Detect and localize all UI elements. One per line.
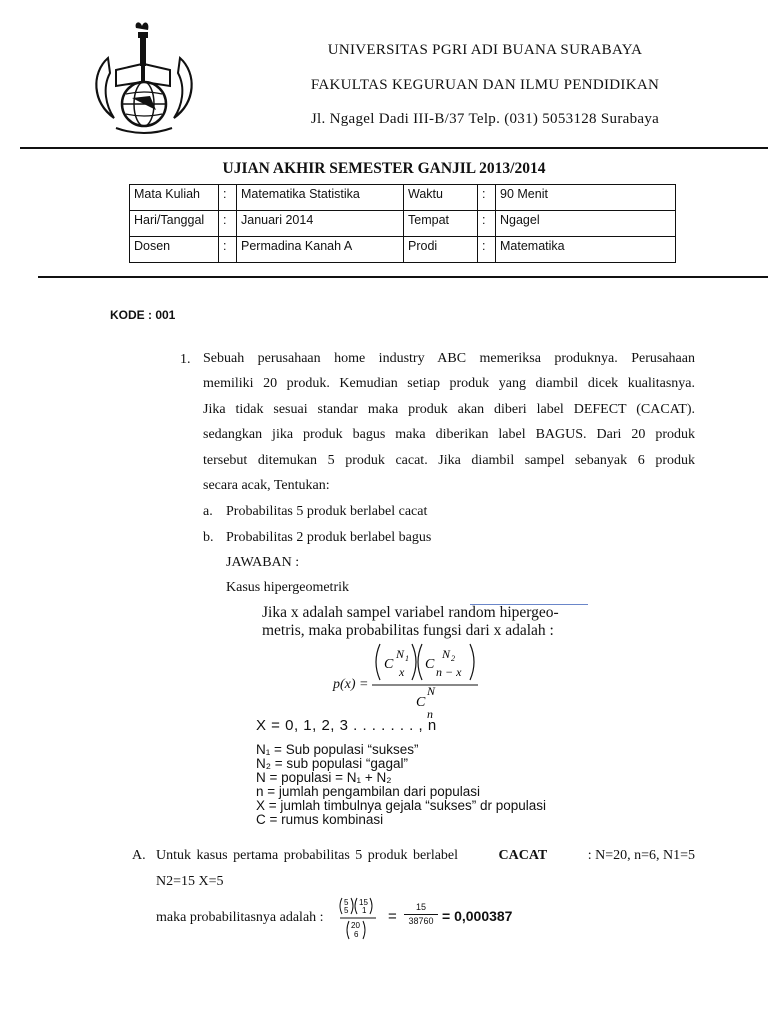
part-a-letter: A. [132, 848, 146, 863]
svg-text:15: 15 [359, 898, 368, 907]
label-mata-kuliah: Mata Kuliah [130, 185, 219, 211]
exam-code: KODE : 001 [110, 308, 176, 322]
option-letter: b. [203, 530, 214, 545]
fraction-bar [404, 914, 438, 915]
legend-item: N₂ = sub populasi “gagal” [256, 756, 408, 771]
value-prodi: Matematika [496, 237, 676, 263]
svg-text:C: C [384, 657, 394, 672]
question-line: tersebut ditemukan 5 produk cacat. Jika diambil sampel sebanyak 6 produk [203, 453, 695, 468]
equals-sign: = [388, 908, 397, 925]
answer-label: JAWABAN : [226, 555, 300, 570]
question-line: Sebuah perusahaan home industry ABC memeriksa produknya. Perusahaan [203, 351, 695, 366]
separator: : [478, 237, 496, 263]
header-rule [20, 147, 768, 149]
table-row [130, 185, 676, 211]
definition-line: Jika x adalah sampel variabel random hipergeo- [262, 604, 559, 621]
option-letter: a. [203, 504, 213, 519]
exam-title: UJIAN AKHIR SEMESTER GANJIL 2013/2014 [222, 160, 546, 177]
svg-text:2: 2 [451, 654, 455, 663]
question-number: 1. [180, 352, 191, 367]
address: Jl. Ngagel Dadi III-B/37 Telp. (031) 5053128 Surabaya [310, 111, 660, 127]
value-waktu: 90 Menit [496, 185, 676, 211]
svg-text:5: 5 [344, 906, 349, 915]
label-prodi: Prodi [404, 237, 478, 263]
hypergeometric-formula [370, 640, 480, 729]
probability-label: maka probabilitasnya adalah : [156, 910, 324, 925]
part-a-cacat: CACAT [498, 848, 548, 863]
question-line: memiliki 20 produk. Kemudian setiap produk yang diambil dicek kualitasnya. [203, 376, 695, 391]
value-mata-kuliah: Matematika Statistika [237, 185, 404, 211]
svg-text:C: C [416, 695, 426, 710]
legend-item: n = jumlah pengambilan dari populasi [256, 784, 481, 799]
svg-text:6: 6 [354, 930, 359, 939]
part-a-line [156, 848, 695, 864]
value-hari-tanggal: Januari 2014 [237, 211, 404, 237]
label-dosen: Dosen [130, 237, 219, 263]
value-dosen: Permadina Kanah A [237, 237, 404, 263]
table-row [130, 211, 676, 237]
svg-text:C: C [425, 657, 435, 672]
legend-item: X = jumlah timbulnya gejala “sukses” dr populasi [256, 798, 547, 813]
legend-item: N = populasi = N₁ + N₂ [256, 770, 392, 785]
fraction-denominator: 38760 [408, 916, 434, 926]
question-line: Jika tidak sesuai standar maka produk akan diberi label DEFECT (CACAT). [203, 402, 695, 417]
probability-result: = 0,000387 [442, 908, 513, 924]
table-row [130, 237, 676, 263]
x-values: X = 0, 1, 2, 3 . . . . . . . , n [256, 717, 437, 734]
case-label: Kasus hipergeometrik [226, 580, 349, 595]
svg-text:x: x [399, 665, 405, 679]
svg-text:N: N [396, 647, 405, 661]
label-tempat: Tempat [404, 211, 478, 237]
table-rule [38, 276, 768, 278]
binomial-fraction [338, 896, 386, 949]
fraction-numerator: 15 [415, 902, 426, 912]
legend-item: N₁ = Sub populasi “sukses” [256, 742, 419, 757]
svg-text:1: 1 [405, 654, 409, 663]
university-logo [86, 18, 202, 136]
question-line: sedangkan jika produk bagus maka diberikan label BAGUS. Dari 20 produk [203, 427, 695, 442]
svg-text:1: 1 [362, 906, 367, 915]
svg-text:N: N [427, 684, 436, 698]
separator: : [219, 211, 237, 237]
exam-info-table [129, 184, 676, 263]
formula-lhs: p(x) = [333, 677, 369, 692]
svg-text:5: 5 [344, 898, 349, 907]
part-a-line2: N2=15 X=5 [156, 874, 224, 889]
svg-text:20: 20 [351, 921, 360, 930]
separator: : [219, 237, 237, 263]
part-a-params: : N=20, n=6, N1=5 [587, 848, 695, 863]
separator: : [478, 211, 496, 237]
definition-line: metris, maka probabilitas fungsi dari x adalah : [262, 622, 554, 639]
question-line: secara acak, Tentukan: [203, 478, 330, 493]
value-tempat: Ngagel [496, 211, 676, 237]
legend-item: C = rumus kombinasi [256, 812, 384, 827]
faculty-name: FAKULTAS KEGURUAN DAN ILMU PENDIDIKAN [310, 77, 660, 93]
label-waktu: Waktu [404, 185, 478, 211]
svg-text:n: n [427, 707, 433, 721]
separator: : [219, 185, 237, 211]
option-a-text: Probabilitas 5 produk berlabel cacat [226, 504, 428, 519]
simplified-fraction [404, 903, 438, 926]
option-b-text: Probabilitas 2 produk berlabel bagus [226, 530, 432, 545]
svg-text:n − x: n − x [436, 665, 462, 679]
label-hari-tanggal: Hari/Tanggal [130, 211, 219, 237]
university-name: UNIVERSITAS PGRI ADI BUANA SURABAYA [327, 42, 643, 58]
svg-text:N: N [442, 647, 451, 661]
separator: : [478, 185, 496, 211]
part-a-prefix: Untuk kasus pertama probabilitas 5 produk berlabel [156, 848, 459, 863]
